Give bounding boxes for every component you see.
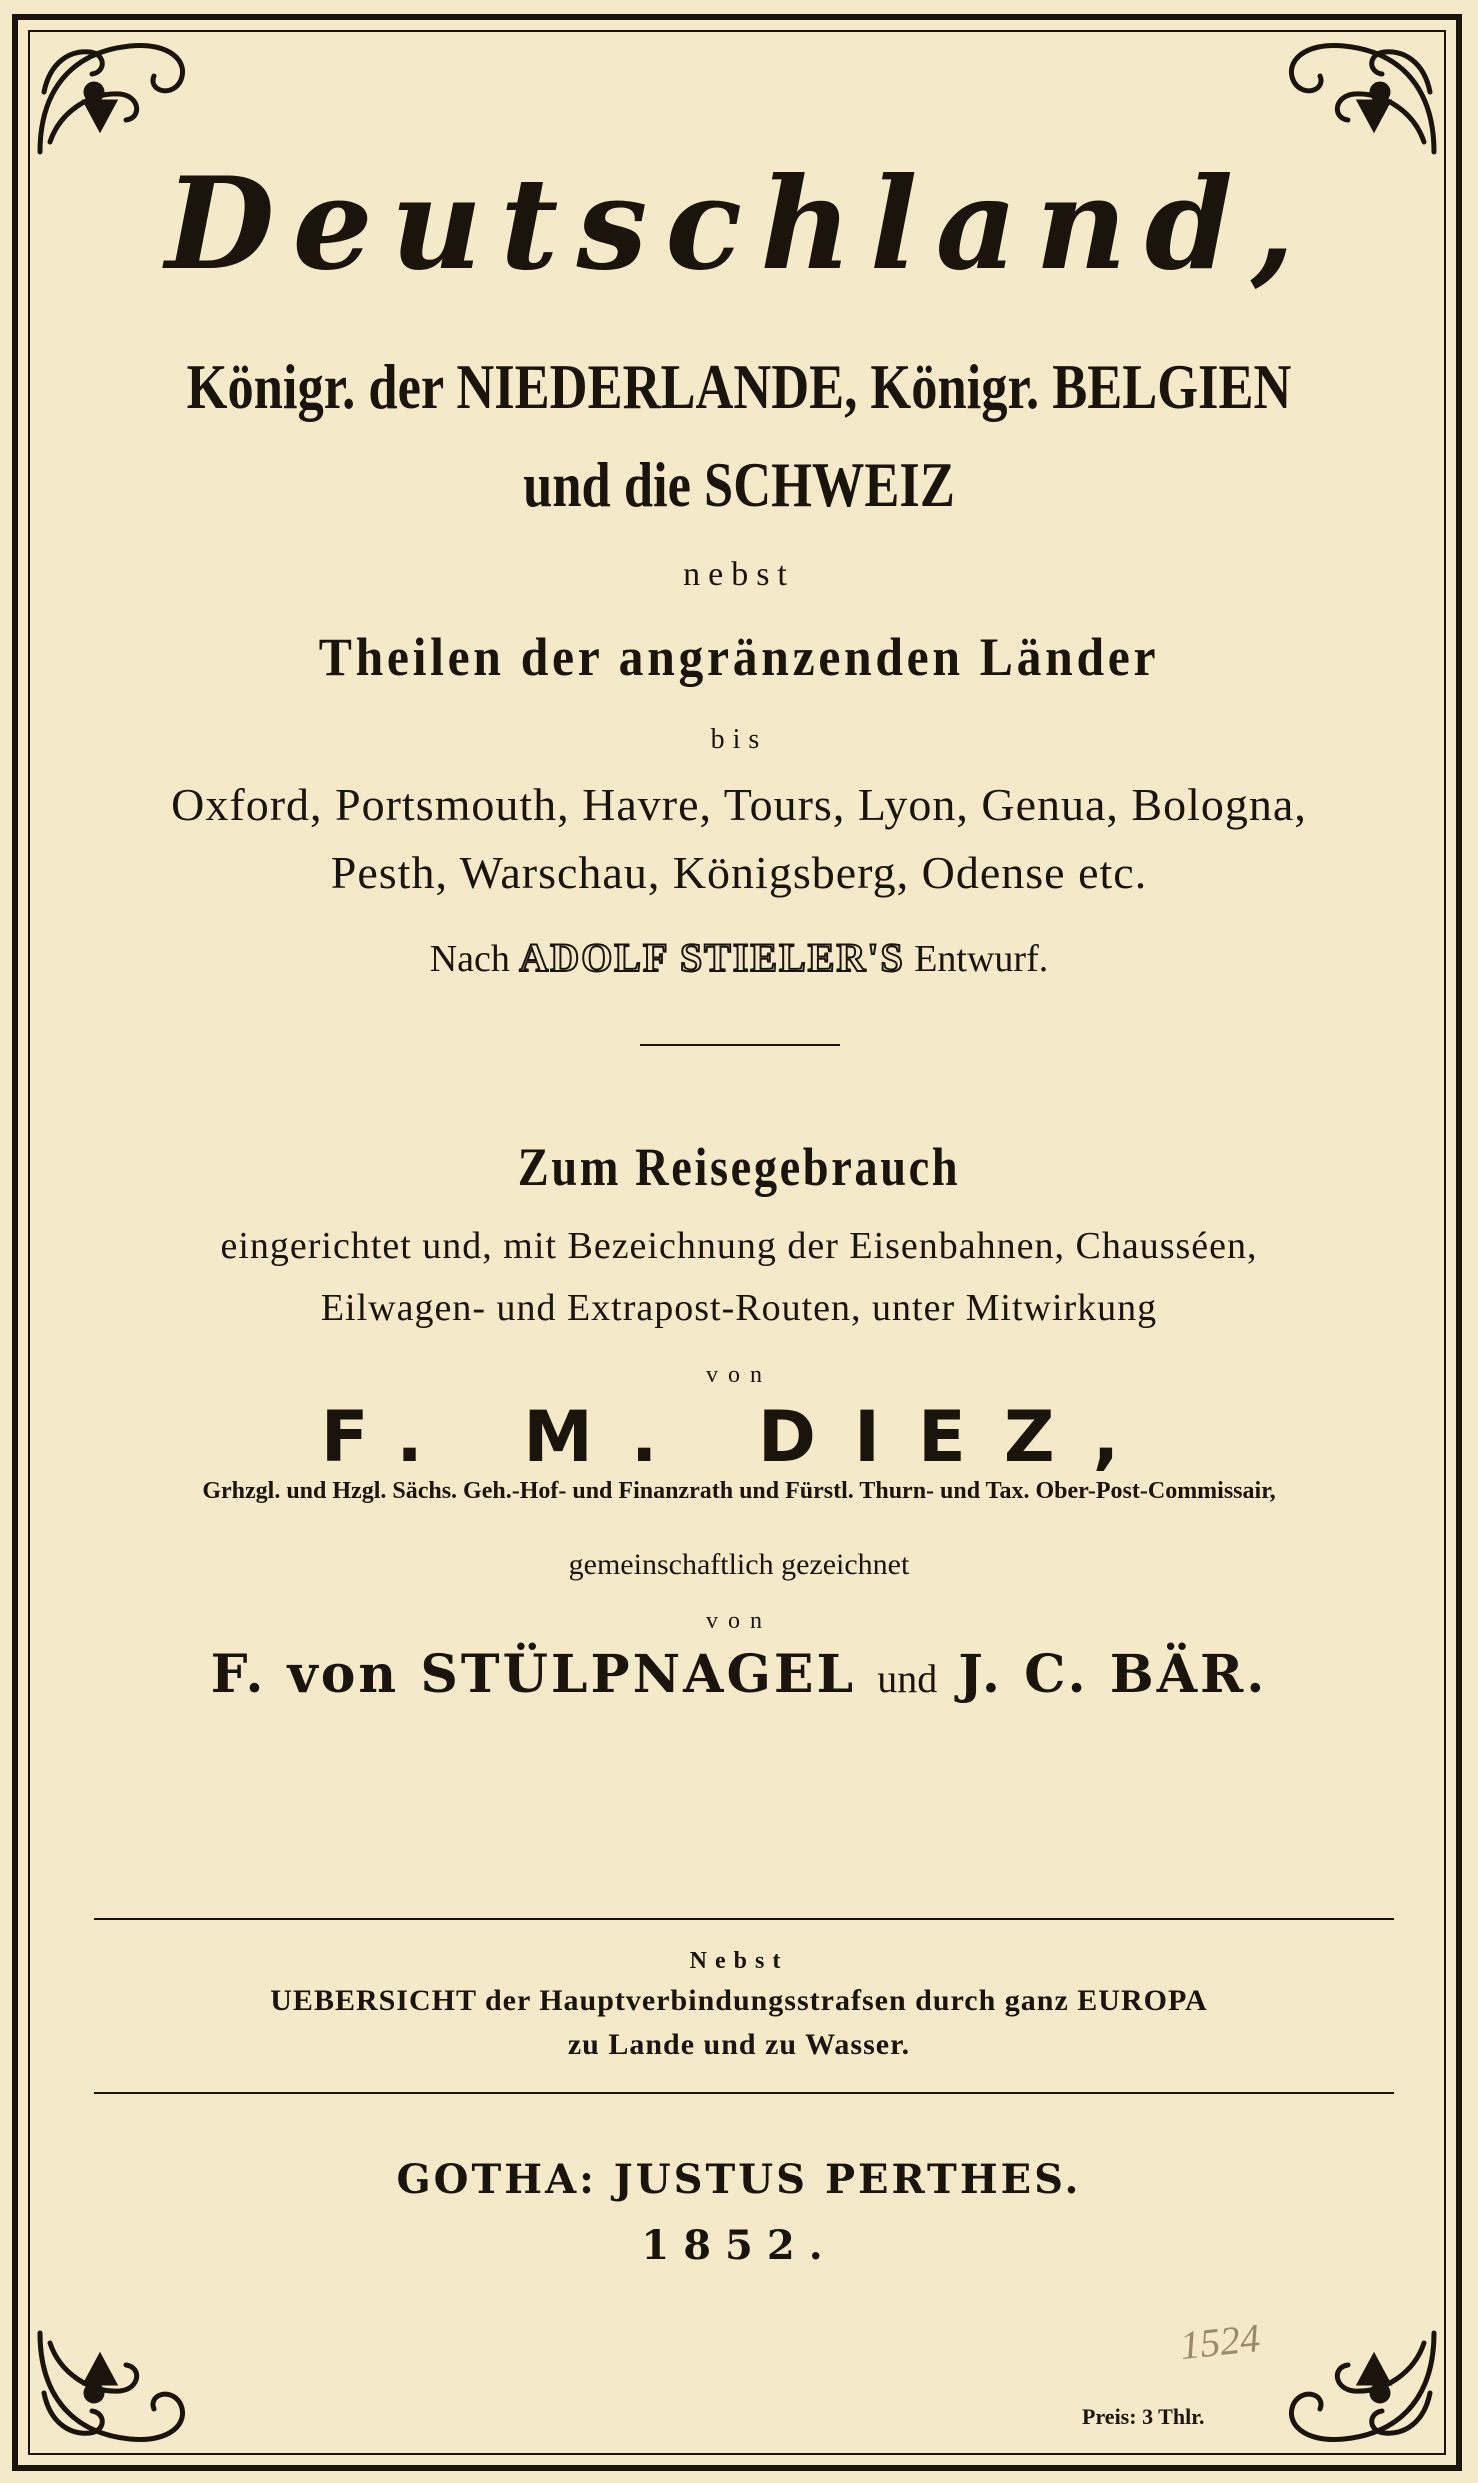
theilen-heading: Theilen der angränzenden Länder (318, 627, 1160, 687)
von-text-2: von (706, 1608, 772, 1634)
engraver-first: F. von STÜLPNAGEL (210, 1644, 857, 1705)
eingerichtet-line-1: eingerichtet und, mit Bezeichnung der Eisenbahnen, Chausséen, (220, 1225, 1258, 1267)
price-label: Preis: 3 Thlr. (1082, 2404, 1205, 2429)
nach-line (0, 934, 1478, 981)
corner-ornament-icon (1274, 32, 1444, 162)
subtitle-line-1: Königr. der NIEDERLANDE, Königr. BELGIEN (186, 351, 1292, 422)
corner-ornament-icon (1274, 2323, 1444, 2453)
appendix-nebst: Nebst (689, 1948, 789, 1974)
nach-prefix: Nach (429, 938, 510, 980)
publisher: GOTHA: JUSTUS PERTHES. (396, 2156, 1082, 2203)
divider-long-1 (94, 1918, 1394, 1920)
bis-text: bis (710, 724, 768, 755)
reise-heading: Zum Reisegebrauch (517, 1137, 961, 1197)
engraver-second: J. C. BÄR. (958, 1644, 1268, 1705)
von-text-1: von (706, 1362, 772, 1388)
appendix-line-2: zu Lande und zu Wasser. (567, 2028, 911, 2061)
nebst-text: nebst (683, 556, 795, 593)
author-title: Grhzgl. und Hzgl. Sächs. Geh.-Hof- und Finanzrath und Fürstl. Thurn- und Tax. Ober-Post-Commissair, (202, 1478, 1276, 1504)
places-line-2: Pesth, Warschau, Königsberg, Odense etc. (330, 847, 1148, 898)
places-line-1: Oxford, Portsmouth, Havre, Tours, Lyon, Genua, Bologna, (171, 779, 1307, 830)
subtitle-line-2: und die SCHWEIZ (523, 449, 955, 520)
engravers-und: und (877, 1656, 938, 1701)
gemeinschaftlich-text: gemeinschaftlich gezeichnet (568, 1548, 910, 1581)
divider-short (640, 1044, 840, 1046)
author-name: F. M. DIEZ, (320, 1396, 1158, 1478)
main-title: Deutschland, (165, 150, 1313, 298)
divider-long-2 (94, 2092, 1394, 2094)
corner-ornament-icon (30, 32, 200, 162)
appendix-line-1: UEBERSICHT der Hauptverbindungsstrafsen durch ganz EUROPA (270, 1984, 1208, 2017)
nach-suffix: Entwurf. (914, 938, 1049, 980)
eingerichtet-line-2: Eilwagen- und Extrapost-Routen, unter Mitwirkung (320, 1287, 1158, 1329)
corner-ornament-icon (30, 2323, 200, 2453)
stieler-name: ADOLF STIELER'S (519, 935, 905, 980)
engravers-line (0, 1644, 1478, 1705)
publication-year: 1852. (641, 2222, 837, 2269)
handwritten-note: 1524 (1177, 2314, 1263, 2369)
